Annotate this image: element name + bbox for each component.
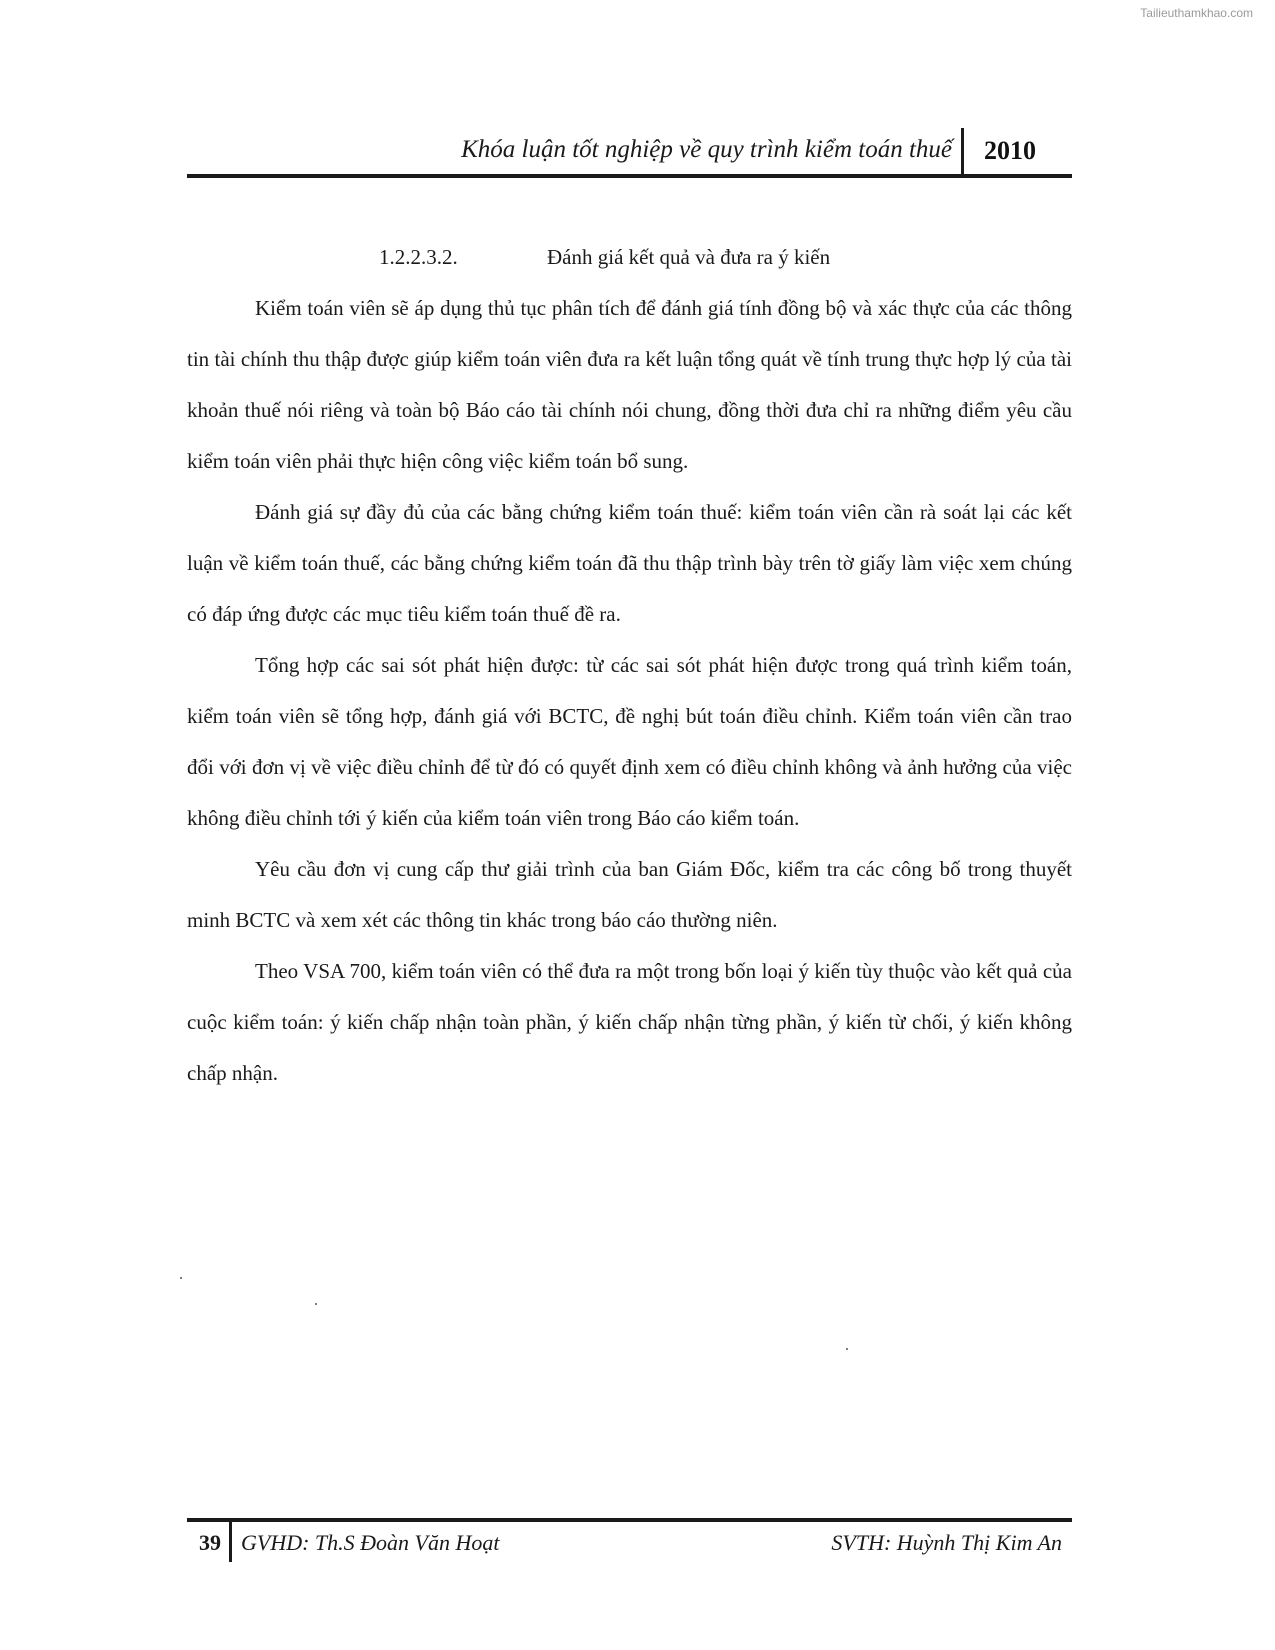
header-year: 2010 xyxy=(984,136,1036,165)
page-header xyxy=(187,128,1072,178)
section-title: Đánh giá kết quả và đưa ra ý kiến xyxy=(547,245,831,269)
footer-advisor: GVHD: Th.S Đoàn Văn Hoạt xyxy=(241,1530,500,1555)
paragraph: Đánh giá sự đầy đủ của các bằng chứng kiểm toán thuế: kiểm toán viên cần rà soát lại các kết luận về kiểm toán thuế, các bằng chứng kiểm toán đã thu thập trình bày trên tờ giấy làm việc xem chúng có đáp ứng được các mục tiêu kiểm toán thuế đề ra. xyxy=(187,500,1072,626)
document-body xyxy=(187,232,1072,1099)
watermark-text: Tailieuthamkhao.com xyxy=(1140,6,1253,20)
section-heading xyxy=(187,232,1072,283)
page-number: 39 xyxy=(199,1530,221,1555)
page-footer xyxy=(187,1518,1072,1564)
header-rule xyxy=(187,174,1072,178)
footer-rule xyxy=(187,1518,1072,1522)
scan-speck xyxy=(846,1348,848,1350)
paragraph: Yêu cầu đơn vị cung cấp thư giải trình của ban Giám Đốc, kiểm tra các công bố trong thuyết minh BCTC và xem xét các thông tin khác trong báo cáo thường niên. xyxy=(187,857,1072,932)
footer-divider xyxy=(229,1522,232,1562)
paragraph: Theo VSA 700, kiểm toán viên có thể đưa ra một trong bốn loại ý kiến tùy thuộc vào kết quả của cuộc kiểm toán: ý kiến chấp nhận toàn phần, ý kiến chấp nhận từng phần, ý kiến từ chối, ý kiến không chấp nhận. xyxy=(187,959,1072,1085)
header-divider xyxy=(961,128,964,174)
footer-student: SVTH: Huỳnh Thị Kim An xyxy=(831,1530,1062,1555)
section-number: 1.2.2.3.2. xyxy=(379,245,458,269)
scan-speck xyxy=(180,1277,182,1279)
paragraph: Kiểm toán viên sẽ áp dụng thủ tục phân tích để đánh giá tính đồng bộ và xác thực của các thông tin tài chính thu thập được giúp kiểm toán viên đưa ra kết luận tổng quát về tính trung thực hợp lý của tài khoản thuế nói riêng và toàn bộ Báo cáo tài chính nói chung, đồng thời đưa chỉ ra những điểm yêu cầu kiểm toán viên phải thực hiện công việc kiểm toán bổ sung. xyxy=(187,296,1072,473)
header-title: Khóa luận tốt nghiệp về quy trình kiểm toán thuế xyxy=(461,136,952,163)
scan-speck xyxy=(315,1303,317,1305)
paragraph: Tổng hợp các sai sót phát hiện được: từ các sai sót phát hiện được trong quá trình kiểm toán, kiểm toán viên sẽ tổng hợp, đánh giá với BCTC, đề nghị bút toán điều chỉnh. Kiểm toán viên cần trao đổi với đơn vị về việc điều chỉnh để từ đó có quyết định xem có điều chỉnh không và ảnh hưởng của việc không điều chỉnh tới ý kiến của kiểm toán viên trong Báo cáo kiểm toán. xyxy=(187,653,1072,830)
